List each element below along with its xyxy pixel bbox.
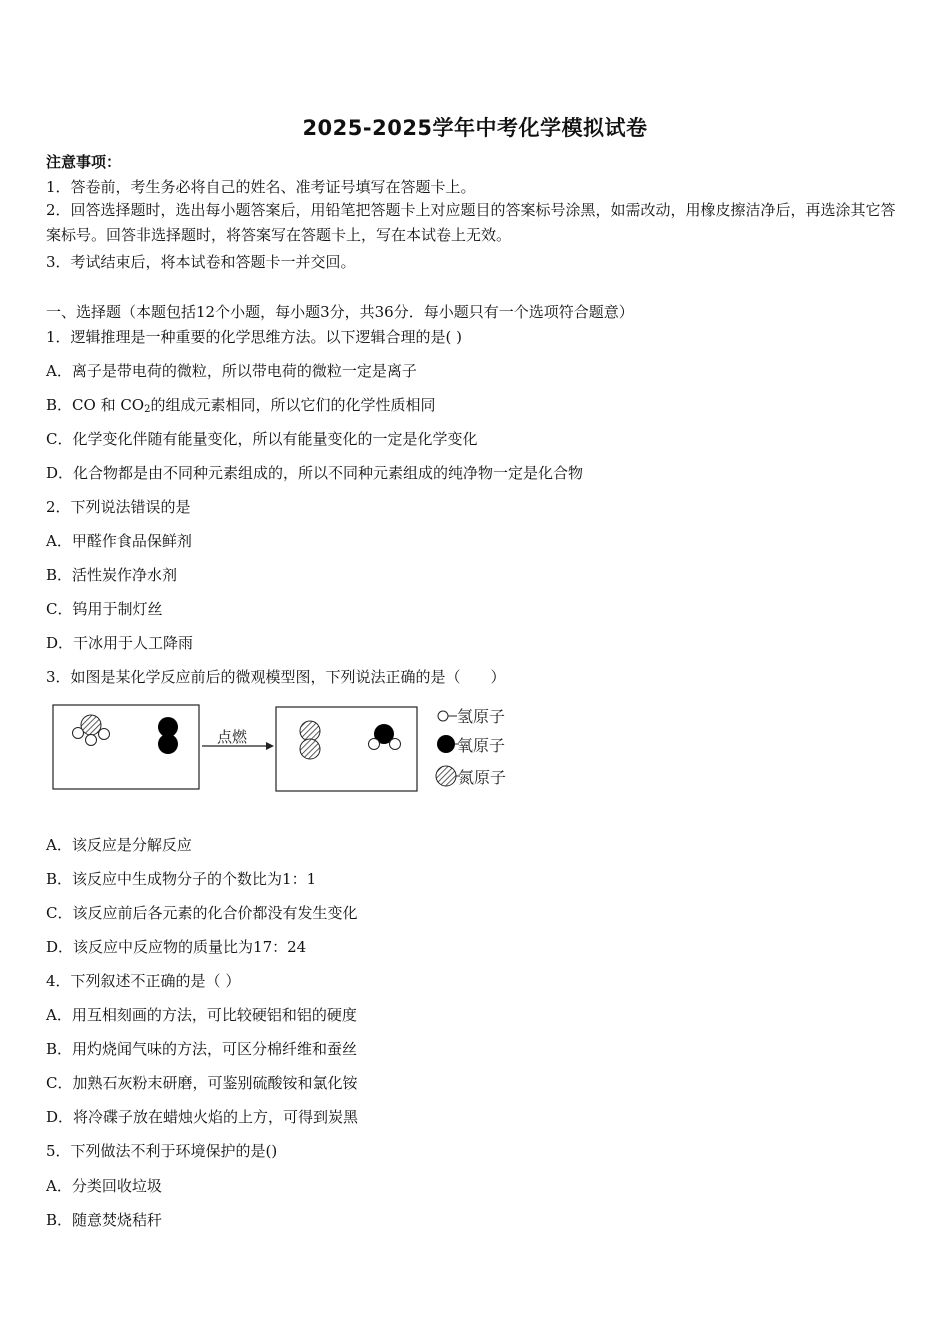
question-2-option-d: D．干冰用于人工降雨 (46, 634, 194, 652)
arrow-head (266, 742, 274, 750)
legend (436, 707, 506, 787)
question-5-option-a: A．分类回收垃圾 (46, 1177, 162, 1195)
legend-hydrogen: 氢原子 (457, 707, 506, 726)
notice-item-3: 3．考试结束后，将本试卷和答题卡一并交回。 (46, 253, 356, 271)
legend-oxygen: 氧原子 (457, 736, 506, 755)
question-3-option-c: C．该反应前后各元素的化合价都没有发生变化 (46, 904, 358, 922)
oxygen-molecule (158, 717, 178, 754)
option-b-subscript: 2 (144, 404, 151, 415)
question-5-option-b: B．随意焚烧秸秆 (46, 1211, 163, 1229)
question-4-option-d: D．将冷碟子放在蜡烛火焰的上方，可得到炭黑 (46, 1108, 359, 1126)
section-heading: 一、选择题（本题包括12个小题，每小题3分，共36分．每小题只有一个选项符合题意） (46, 303, 634, 321)
nitrogen-molecule (300, 721, 320, 759)
page-title: 2025-2025学年中考化学模拟试卷 (302, 116, 648, 140)
notice-item-2: 2．回答选择题时，选出每小题答案后，用铅笔把答题卡上对应题目的答案标号涂黑，如需改动，用橡皮擦洁净后，再选涂其它答案标号。回答非选择题时，将答案写在答题卡上，写在本试卷上无效。 (46, 201, 896, 244)
question-3-option-d: D．该反应中反应物的质量比为17：24 (46, 938, 307, 956)
nitrogen-atom-icon (436, 766, 456, 786)
question-2-option-c: C．钨用于制灯丝 (46, 600, 163, 618)
reaction-model-diagram (50, 700, 540, 800)
question-1-option-c: C．化学变化伴随有能量变化，所以有能量变化的一定是化学变化 (46, 430, 478, 448)
question-4-stem: 4．下列叙述不正确的是（ ） (46, 972, 241, 990)
question-5-stem: 5．下列做法不利于环境保护的是() (46, 1142, 278, 1160)
question-3-option-a: A．该反应是分解反应 (46, 836, 192, 854)
question-1-option-b (46, 395, 436, 415)
question-2-stem: 2．下列说法错误的是 (46, 498, 191, 516)
question-1-option-a: A．离子是带电荷的微粒，所以带电荷的微粒一定是离子 (46, 362, 417, 380)
question-1-option-d: D．化合物都是由不同种元素组成的，所以不同种元素组成的纯净物一定是化合物 (46, 464, 584, 482)
question-3-option-b: B．该反应中生成物分子的个数比为1：1 (46, 870, 317, 888)
notice-heading: 注意事项： (46, 153, 122, 171)
water-molecule (369, 724, 401, 750)
question-1-stem: 1．逻辑推理是一种重要的化学思维方法。以下逻辑合理的是( ) (46, 328, 463, 346)
ammonia-molecule (73, 715, 110, 746)
question-3-stem: 3．如图是某化学反应前后的微观模型图，下列说法正确的是（ ） (46, 668, 506, 686)
notice-item-1: 1．答卷前，考生务必将自己的姓名、准考证号填写在答题卡上。 (46, 178, 476, 196)
question-4-option-c: C．加熟石灰粉末研磨，可鉴别硫酸铵和氯化铵 (46, 1074, 358, 1092)
option-b-pre: B．CO 和 CO (46, 396, 145, 414)
question-2-option-a: A．甲醛作食品保鲜剂 (46, 532, 192, 550)
arrow-label: 点燃 (217, 728, 248, 746)
hydrogen-atom-icon (438, 711, 448, 721)
question-4-option-b: B．用灼烧闻气味的方法，可区分棉纤维和蚕丝 (46, 1040, 358, 1058)
question-4-option-a: A．用互相刻画的方法，可比较硬铝和铝的硬度 (46, 1006, 357, 1024)
question-2-option-b: B．活性炭作净水剂 (46, 566, 178, 584)
legend-nitrogen: 氮原子 (458, 768, 507, 787)
option-b-post: 的组成元素相同，所以它们的化学性质相同 (150, 396, 436, 414)
oxygen-atom-icon (437, 735, 455, 753)
